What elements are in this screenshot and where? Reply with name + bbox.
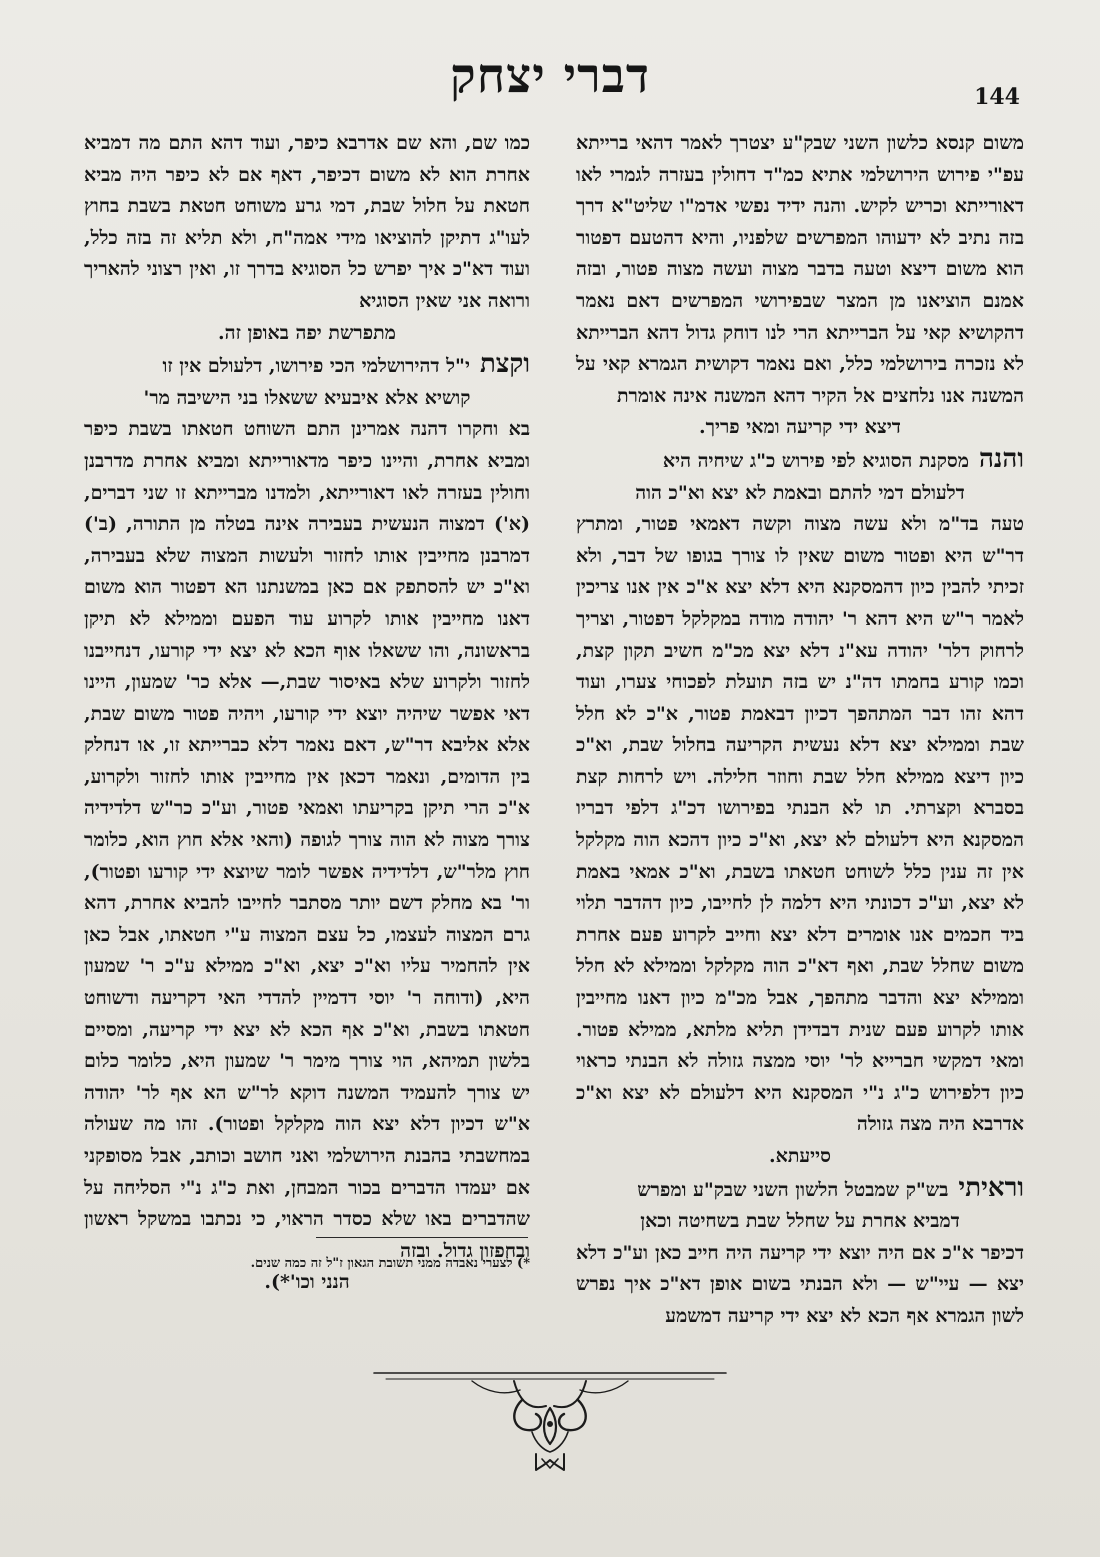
paragraph-last-line: סייעתא.	[769, 1145, 831, 1167]
left-column	[84, 128, 530, 1299]
paragraph-last-line: מתפרשת יפה באופן זה.	[218, 321, 396, 344]
lead-word: והנה	[978, 443, 1024, 474]
footnote-rule	[316, 1237, 528, 1238]
right-column	[576, 128, 1024, 1333]
page-number: 144	[974, 84, 1020, 110]
opening-line-text: מסקנת הסוגיא לפי פירוש כ"ג שיחיה היא	[662, 449, 969, 472]
opening-line-text: י"ל דהירושלמי הכי פירושו, דלעולם אין זו	[162, 355, 470, 378]
paragraph: בא וחקרו דהנה אמרינן התם השוחט חטאתו בשבת כיפר ומביא אחרת, והיינו כיפר מדאורייתא ומביא אחרת מדרבנן וחולין בעזרה לאו דאורייתא, ולמדנו מברייתא זו שני דברים, (א') דמצוה הנעשית בעבירה אינה בטלה מן התורה, (ב') דמרבנן מחייבין אותו לחזור ולעשות המצוה שלא בעבירה, וא"כ יש להסתפק אם כאן במשנתנו הא דפטור הוא משום דאנו מחייבין אותו לקרוע עוד הפעם וממילא לא תיקן בראשונה, והו ששאלו אוף הכא לא יצא ידי קורעו, דנחייבנו לחזור ולקרוע שלא באיסור שבת,— אלא כר' שמעון, היינו דאי אפשר שיהיה יוצא ידי קורעו, ויהיה פטור משום שבת, אלא אליבא דר"ש, דאם נאמר דלא כברייתא זו, או דנחלק בין הדומים, ונאמר דכאן אין מחייבין אותו לחזור ולקרוע, א"כ הרי תיקן בקריעתו ואמאי פטור, וע"כ כר"ש דלדידיה צורך מצוה לא הוה צורך לגופה (והאי אלא חוץ הוא, כלומר חוץ מלר"ש, דלדידיה אפשר לומר שיוצא ידי קורעו ופטור), ור' בא מחלק דשם יותר מסתבר לחייבו להביא אחרת, דהא גרם המצוה לעצמו, כל עצם המצוה ע"י חטאתו, אבל כאן אין להחמיר עליו וא"כ יצא, וא"כ ממילא ע"כ ר' שמעון היא, (ודוחה ר' יוסי דדמיין להדדי האי דקריעה ודשוחט חטאתו בשבת, וא"כ אף הכא לא יצא ידי קריעה, ומסיים בלשון תמיהא, הוי צורך מימר ר' שמעון היא, כלומר כלום יש צורך להעמיד המשנה דוקא לר"ש הא אף לר' יהודה א"ש דכיון דלא יצא הוה מקלקל ופטור). זהו מה שעולה במחשבתי בהבנת הירושלמי ואני חושב וכותב, אבל מסופקני אם יעמדו הדברים בכור המבחן, ואת כ"ג נ"י הסליחה על שהדברים באו שלא כסדר הראוי, כי נכתבו במשקל ראשון ובחפזון גדול. ובזה	[84, 418, 530, 1262]
paragraph-last-line: דיצא ידי קריעה ומאי פריך.	[699, 416, 901, 439]
paragraph-opening	[84, 349, 530, 383]
paragraph: דכיפר א"כ אם היה יוצא ידי קריעה היה חייב כאן וע"כ דלא יצא — עיי"ש — ולא הבנתי בשום אופן דא"כ איך נפרש לשון הגמרא אף הכא לא יצא ידי קריעה דמשמע	[576, 1241, 1024, 1327]
lead-word: וראיתי	[958, 1172, 1024, 1203]
paragraph: כמו שם, והא שם אדרבא כיפר, ועוד דהא התם מה דמביא אחרת הוא לא משום דכיפר, דאף אם לא כיפר היה מביא חטאת על חלול שבת, דמי גרע משוחט חטאת בשבת בחוץ לעו"ג דתיקן להוציאו מידי אמה"ח, ולא תליא זה בזה כלל, ועוד דא"כ איך יפרש כל הסוגיא בדרך זו, ואין רצוני להאריך ורואה אני שאין הסוגיא	[84, 132, 530, 312]
opening-line-text: בש"ק שמבטל הלשון השני שבק"ע ומפרש	[637, 1178, 949, 1201]
paragraph-last-line: הנני וכו'*).	[264, 1271, 350, 1294]
running-title: דברי יצחק	[450, 48, 650, 104]
paragraph-opening	[576, 1173, 1024, 1207]
ornament-icon	[372, 1360, 728, 1480]
paragraph-opening	[576, 444, 1024, 478]
footnote: *) לצערי נאבדה ממני תשובת הגאון ז"ל זה כמה שנים.	[250, 1256, 530, 1271]
paragraph: טעה בד"מ ולא עשה מצוה וקשה דאמאי פטור, ומתרץ דר"ש היא ופטור משום שאין לו צורך בגופו של דבר, ולא זכיתי להבין כיון דהמסקנא היא דלא יצא א"כ אין אנו צריכין לאמר ר"ש היא דהא ר' יהודה מודה במקלקל דפטור, וצריך לרחוק דלר' יהודה עא"נ דלא יצא מכ"מ חשיב תקון קצת, וכמו קורע בחמתו דה"נ יש בזה תועלת לפכוחי צערו, ועוד דהא זהו דבר המתהפך דכיון דבאמת פטור, א"כ לא חלל שבת וממילא יצא דלא נעשית הקריעה בחלול שבת, וא"כ כיון דיצא ממילא חלל שבת וחוזר חלילה. ויש לרחות קצת בסברא וקצרתי. תו לא הבנתי בפירושו דכ"ג דלפי דבריו המסקנא היא דלעולם לא יצא, וא"כ כיון דהכא הוה מקלקל אין זה ענין כלל לשוחט חטאתו בשבת, וא"כ אמאי באמת לא יצא, וע"כ דכונתי היא דלמה לן לחייבו, כיון דהדבר תלוי ביד חכמים אנו אומרים דלא יצא וחייב לקרוע פעם אחרת משום שחלל שבת, ואף דא"כ הוה מקלקל וממילא לא חלל וממילא יצא והדבר מתהפך, אבל מכ"מ כיון דאנו מחייבין אותו לקרוע פעם שנית דבדידן תליא מלתא, ממילא פטור. ומאי דמקשי חברייא לר' יוסי ממצה גזולה לא הבנתי כראוי כיון דלפירוש כ"ג נ"י המסקנא היא דלעולם לא יצא וא"כ אדרבא היה מצה גזולה	[576, 513, 1024, 1136]
opening-line-continued: דמביא אחרת על שחלל שבת בשחיטה וכאן	[640, 1210, 960, 1233]
paragraph: משום קנסא כלשון השני שבק"ע יצטרך לאמר דהאי ברייתא עפ"י פירוש הירושלמי אתיא כמ"ד דחולין בעזרה לגמרי לאו דאורייתא וכריש לקיש. והנה ידיד נפשי אדמ"ו שליט"א דרך בזה נתיב לא ידעוהו המפרשים שלפניו, והיא דהטעם דפטור הוא משום דיצא וטעה בדבר מצוה ועשה מצוה פטור, ובזה אמנם הוציאנו מן המצר שבפירושי המפרשים דאם נאמר דהקושיא קאי על הברייתא הרי לנו דוחק גדול דהא הברייתא לא נזכרה בירושלמי כלל, ואם נאמר דקושית הגמרא קאי על המשנה אנו נלחצים אל הקיר דהא המשנה אינה אומרת	[576, 132, 1024, 407]
opening-line-continued: דלעולם דמי להתם ובאמת לא יצא וא"כ הוה	[635, 481, 965, 504]
lead-word: וקצת	[479, 349, 530, 380]
opening-line-continued: קושיא אלא איבעיא ששאלו בני הישיבה מר'	[143, 386, 471, 409]
